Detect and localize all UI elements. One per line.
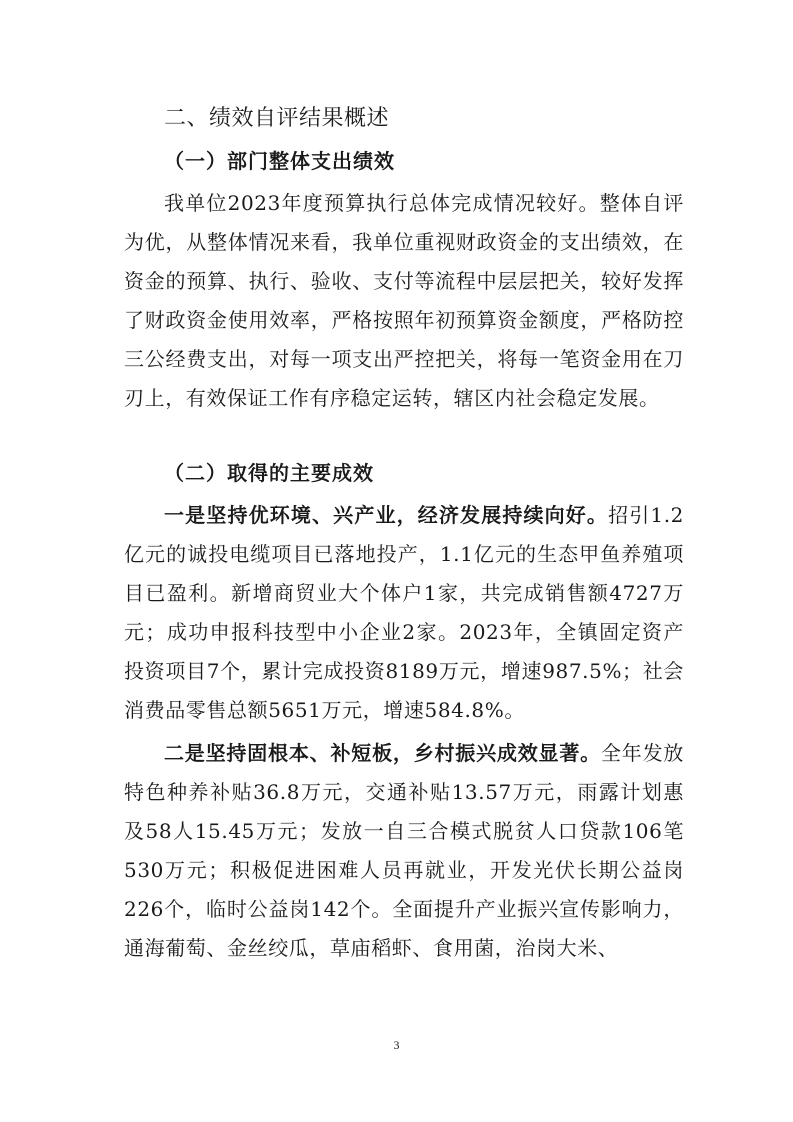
subsection-1-paragraph: 我单位2023年度预算执行总体完成情况较好。整体自评为优，从整体情况来看，我单位重视财政资金的支出绩效，在资金的预算、执行、验收、支付等流程中层层把关，较好发挥了财政资金使用效率，严格按照年初预算资金额度，严格防控三公经费支出，对每一项支出严控把关，将每一笔资金用在刀刃上，有效保证工作有序稳定运转，辖区内社会稳定发展。 <box>124 191 684 410</box>
subsection-2-title: （二）取得的主要成效 <box>164 461 374 485</box>
achievement-2-lead: 二是坚持固根本、补短板，乡村振兴成效显著。 <box>164 741 601 765</box>
achievement-paragraph-1 <box>124 496 684 730</box>
achievement-2-text: 全年发放特色种养补贴36.8万元，交通补贴13.57万元，雨露计划惠及58人15.45万元；发放一自三合模式脱贫人口贷款106笔530万元；积极促进困难人员再就业，开发光伏长期公益岗226个，临时公益岗142个。全面提升产业振兴宣传影响力，通海葡萄、金丝绞瓜，草庙稻虾、食用菌，治岗大米、 <box>124 741 684 960</box>
achievement-1-text: 招引1.2亿元的诚投电缆项目已落地投产，1.1亿元的生态甲鱼养殖项目已盈利。新增商贸业大个体户1家，共完成销售额4727万元；成功申报科技型中小企业2家。2023年，全镇固定资产投资项目7个，累计完成投资8189万元，增速987.5%；社会消费品零售总额5651万元，增速584.8%。 <box>124 503 684 722</box>
subsection-1-title: （一）部门整体支出绩效 <box>164 149 395 173</box>
section-title: 二、绩效自评结果概述 <box>164 106 390 131</box>
achievement-1-lead: 一是坚持优环境、兴产业，经济发展持续向好。 <box>164 503 609 527</box>
page-number: 3 <box>393 1038 400 1052</box>
achievement-paragraph-2 <box>124 734 684 968</box>
